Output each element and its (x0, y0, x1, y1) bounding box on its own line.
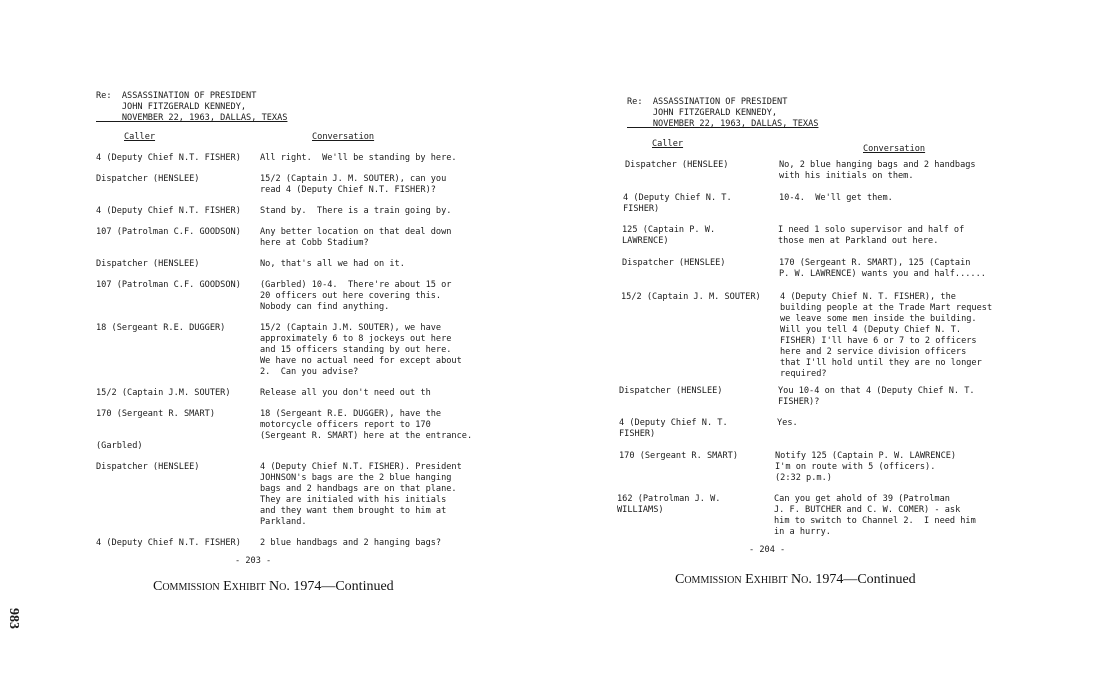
caller: 107 (Patrolman C.F. GOODSON) (96, 227, 241, 237)
conversation-column-header: Conversation (312, 132, 375, 142)
re-header: Re: ASSASSINATION OF PRESIDENT JOHN FITZGERALD KENNEDY, NOVEMBER 22, 1963, DALLAS, TEXAS (96, 91, 288, 123)
right-page (547, 0, 1094, 691)
caller: 107 (Patrolman C.F. GOODSON) (96, 280, 241, 290)
caller: Dispatcher (HENSLEE) (625, 160, 729, 170)
side-page-number: 983 (6, 608, 21, 629)
page-number: - 203 - (235, 556, 272, 566)
caller: 170 (Sergeant R. SMART) (96, 409, 215, 419)
caller: Dispatcher (HENSLEE) (96, 462, 200, 472)
conversation: 170 (Sergeant R. SMART), 125 (Captain P. W. LAWRENCE) wants you and half...... (779, 258, 986, 279)
conversation: Yes. (777, 418, 798, 428)
conversation: All right. We'll be standing by here. (260, 153, 457, 163)
caller: 15/2 (Captain J. M. SOUTER) (621, 292, 761, 302)
conversation: I need 1 solo supervisor and half of those men at Parkland out here. (778, 225, 965, 246)
caller: 4 (Deputy Chief N. T. FISHER) (623, 193, 732, 214)
re-header: Re: ASSASSINATION OF PRESIDENT JOHN FITZGERALD KENNEDY, NOVEMBER 22, 1963, DALLAS, TEXAS (627, 97, 819, 129)
caller: 4 (Deputy Chief N. T. FISHER) (619, 418, 728, 439)
caller: 125 (Captain P. W. LAWRENCE) (622, 225, 716, 246)
conversation: You 10-4 on that 4 (Deputy Chief N. T. FISHER)? (778, 386, 975, 407)
caller: Dispatcher (HENSLEE) (96, 259, 200, 269)
conversation: 4 (Deputy Chief N. T. FISHER), the building people at the Trade Mart request we leave some men inside the building. Will you tell 4 (Deputy Chief N. T. FISHER) I'll have 6 or 7 to 2 officers here and 2 service division officers that I'll hold until they are no longer required? (780, 292, 993, 379)
caller: Dispatcher (HENSLEE) (622, 258, 726, 268)
conversation: 15/2 (Captain J. M. SOUTER), can you read 4 (Deputy Chief N.T. FISHER)? (260, 174, 447, 195)
conversation: No, that's all we had on it. (260, 259, 405, 269)
exhibit-caption: Commission Exhibit No. 1974—Continued (675, 572, 916, 587)
conversation: No, 2 blue hanging bags and 2 handbags with his initials on them. (779, 160, 976, 181)
conversation: 18 (Sergeant R.E. DUGGER), have the motorcycle officers report to 170 (Sergeant R. SMART) here at the entrance. (260, 409, 473, 441)
exhibit-caption: Commission Exhibit No. 1974—Continued (153, 579, 394, 594)
conversation: (Garbled) 10-4. There're about 15 or 20 officers out here covering this. Nobody can find anything. (260, 280, 452, 312)
conversation: Release all you don't need out th (260, 388, 431, 398)
caller: 18 (Sergeant R.E. DUGGER) (96, 323, 226, 333)
conversation: Notify 125 (Captain P. W. LAWRENCE) I'm on route with 5 (officers). (2:32 p.m.) (775, 451, 957, 483)
caller-column-header: Caller (652, 139, 684, 149)
conversation: 10-4. We'll get them. (779, 193, 893, 203)
caller: 4 (Deputy Chief N.T. FISHER) (96, 538, 241, 548)
caller: Dispatcher (HENSLEE) (96, 174, 200, 184)
caller: 15/2 (Captain J.M. SOUTER) (96, 388, 231, 398)
caller-column-header: Caller (124, 132, 156, 142)
caller: 4 (Deputy Chief N.T. FISHER) (96, 153, 241, 163)
caller: Dispatcher (HENSLEE) (619, 386, 723, 396)
page-number: - 204 - (749, 545, 786, 555)
conversation: 15/2 (Captain J.M. SOUTER), we have approximately 6 to 8 jockeys out here and 15 officers standing by out here. We have no actual need for except about 2. Can you advise? (260, 323, 462, 377)
caller: (Garbled) (96, 441, 143, 451)
conversation: Stand by. There is a train going by. (260, 206, 452, 216)
caller: 4 (Deputy Chief N.T. FISHER) (96, 206, 241, 216)
conversation: Can you get ahold of 39 (Patrolman J. F. BUTCHER and C. W. COMER) - ask him to switch to Channel 2. I need him in a hurry. (774, 494, 976, 537)
conversation: 2 blue handbags and 2 hanging bags? (260, 538, 442, 548)
conversation-column-header: Conversation (863, 144, 926, 154)
conversation: 4 (Deputy Chief N.T. FISHER). President JOHNSON's bags are the 2 blue hanging bags and 2 handbags are on that plane. They are initialed with his initials and they want them brought to him at Parkland. (260, 462, 462, 527)
caller: 170 (Sergeant R. SMART) (619, 451, 738, 461)
caller: 162 (Patrolman J. W. WILLIAMS) (617, 494, 721, 515)
conversation: Any better location on that deal down here at Cobb Stadium? (260, 227, 452, 248)
